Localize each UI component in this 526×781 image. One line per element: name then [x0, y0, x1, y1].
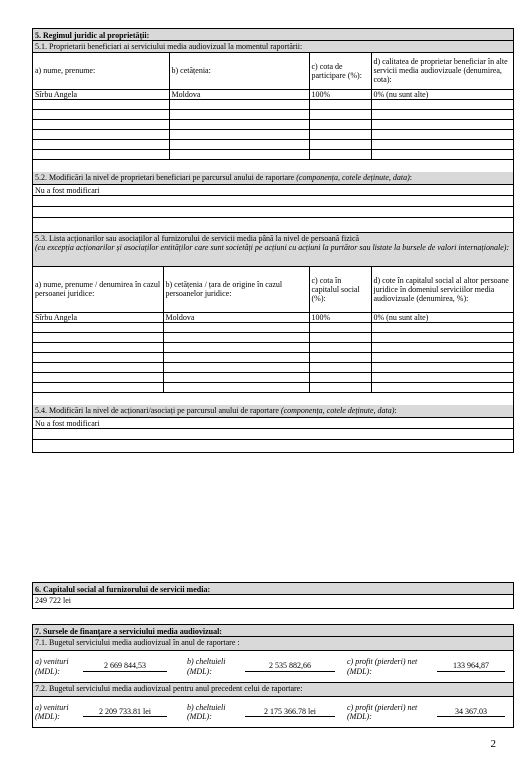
table-row — [33, 353, 513, 363]
table-row — [33, 99, 513, 109]
table-row — [33, 149, 513, 159]
table-row — [33, 363, 513, 373]
expense-previous-value: 2 175 366.78 lei — [245, 707, 335, 717]
owners-table — [33, 53, 513, 159]
table-row: Sîrbu Angela Moldova 100% 0% (nu sunt alte) — [33, 313, 513, 323]
section-7-title: 7. Sursele de finanțare a serviciului media audiovizual: — [33, 625, 513, 637]
shareholders-col-country: b) cetățenia / țara de origine în cazul persoanelor juridice: — [163, 267, 309, 313]
page-number: 2 — [490, 738, 496, 750]
section-7 — [32, 624, 514, 728]
owners-col-share: c) cota de participare (%): — [309, 53, 371, 89]
income-previous-value: 2 209 733.81 lei — [83, 707, 167, 717]
table-row — [33, 343, 513, 353]
section-5-4-line: Nu a fost modificari — [33, 418, 513, 429]
section-5-4-title: 5.4. Modificări la nivel de acționari/asociați pe parcursul anului de raportare (componența, cotele deținute, data): — [33, 405, 513, 418]
section-7-1-title: 7.1. Bugetul serviciului media audiovizual în anul de raportare : — [33, 637, 513, 651]
section-6-title: 6. Capitalul social al furnizorului de servicii media: — [33, 583, 513, 595]
section-5-2-title: 5.2. Modificări la nivel de proprietari beneficiari pe parcursul anului de raportare (componența, cotele deținute, data): — [33, 172, 513, 185]
table-row — [33, 119, 513, 129]
profit-current-value: 133 964,87 — [437, 661, 505, 671]
owners-col-other: d) calitatea de proprietar beneficiar în alte servicii media audiovizuale (denumirea, cota): — [371, 53, 513, 89]
budget-current-row: a) venituri (MDL): 2 669 844,53 b) cheltuieli (MDL): 2 535 882,66 c) profit (pierderi) net (MDL): 133 964,87 — [33, 651, 513, 683]
expense-current-value: 2 535 882,66 — [245, 661, 335, 671]
shareholders-col-share: c) cota în capitalul social (%): — [309, 267, 371, 313]
profit-previous-value: 34 367.03 — [437, 707, 505, 717]
table-row — [33, 373, 513, 383]
table-row — [33, 323, 513, 333]
share-capital-value: 249 722 lei — [35, 596, 71, 605]
section-7-2-title: 7.2. Bugetul serviciului media audiovizual pentru anul precedent celui de raportare: — [33, 683, 513, 697]
shareholders-col-name: a) nume, prenume / denumirea în cazul persoanei juridice: — [33, 267, 163, 313]
table-row — [33, 333, 513, 343]
section-5-1-title: 5.1. Proprietarii beneficiari ai serviciului media audiovizual la momentul raportării: — [33, 41, 513, 53]
section-5 — [32, 28, 514, 453]
owners-col-citizenship: b) cetățenia: — [169, 53, 309, 89]
shareholders-table — [33, 267, 513, 393]
table-row — [33, 109, 513, 119]
section-5-3-title: 5.3. Lista acționarilor sau asociaților al furnizorului de servicii media până la nivel de persoană fizică (cu excepția acționarilor și asociaților entităților care sunt societăți pe acțiuni cu acțiuni la purtător sau listate la bursele de valori internaționale): — [33, 233, 513, 267]
income-current-value: 2 669 844,53 — [83, 661, 167, 671]
table-row — [33, 129, 513, 139]
table-row: Sîrbu Angela Moldova 100% 0% (nu sunt alte) — [33, 89, 513, 99]
section-5-2-line: Nu a fost modificari — [33, 185, 513, 196]
shareholders-col-other: d) cote în capitalul social al altor persoane juridice în domeniul serviciilor media audiovizuale (denumirea, %): — [371, 267, 513, 313]
table-row — [33, 383, 513, 393]
section-6 — [32, 582, 514, 609]
section-5-title: 5. Regimul juridic al proprietății: — [33, 29, 513, 41]
table-row — [33, 139, 513, 149]
owners-col-name: a) nume, prenume: — [33, 53, 169, 89]
budget-previous-row: a) venituri (MDL): 2 209 733.81 lei b) cheltuieli (MDL): 2 175 366.78 lei c) profit (pierderi) net (MDL): 34 367.03 — [33, 697, 513, 727]
